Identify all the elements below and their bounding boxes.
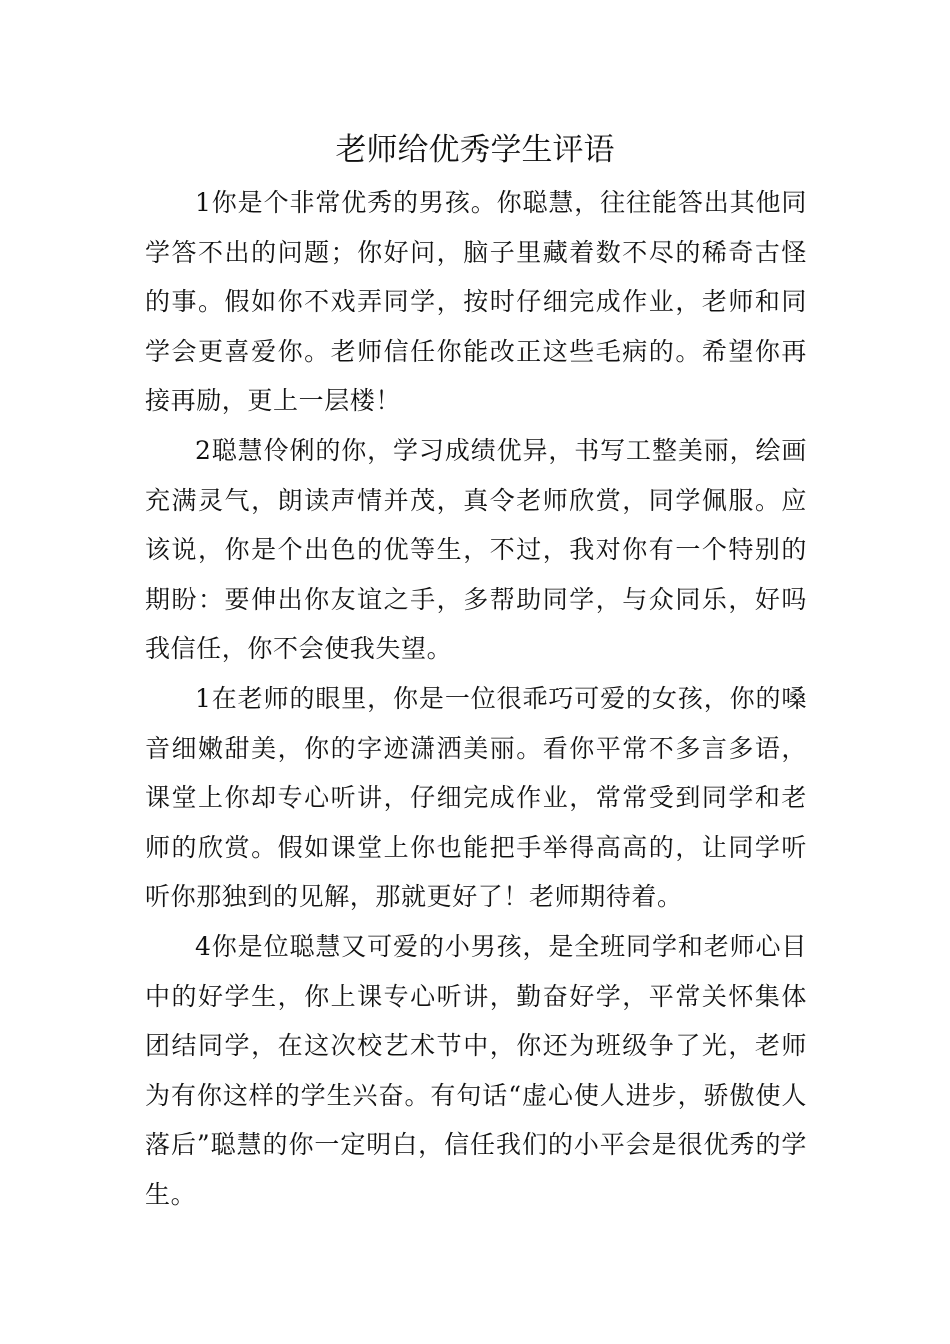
document-body: [145, 178, 807, 1219]
paragraph-1: 1你是个非常优秀的男孩。你聪慧，往往能答出其他同学答不出的问题；你好问，脑子里藏着数不尽的稀奇古怪的事。假如你不戏弄同学，按时仔细完成作业，老师和同学会更喜爱你。老师信任你能改正这些毛病的。希望你再接再励，更上一层楼！: [145, 188, 807, 416]
paragraph-2: 2聪慧伶俐的你，学习成绩优异，书写工整美丽，绘画充满灵气，朗读声情并茂，真令老师欣赏，同学佩服。应该说，你是个出色的优等生，不过，我对你有一个特别的期盼：要伸出你友谊之手，多帮助同学，与众同乐，好吗我信任，你不会使我失望。: [145, 435, 807, 664]
paragraph-4: 4你是位聪慧又可爱的小男孩，是全班同学和老师心目中的好学生，你上课专心听讲，勤奋好学，平常关怀集体团结同学，在这次校艺术节中，你还为班级争了光，老师为有你这样的学生兴奋。有句话“虚心使人进步，骄傲使人落后”聪慧的你一定明白，信任我们的小平会是很优秀的学生。: [145, 931, 807, 1209]
paragraph-3: 1在老师的眼里，你是一位很乖巧可爱的女孩，你的嗓音细嫩甜美，你的字迹潇洒美丽。看你平常不多言多语，课堂上你却专心听讲，仔细完成作业，常常受到同学和老师的欣赏。假如课堂上你也能把手举得高高的，让同学听听你那独到的见解，那就更好了！老师期待着。: [145, 683, 807, 912]
document-title: 老师给优秀学生评语: [335, 132, 615, 168]
